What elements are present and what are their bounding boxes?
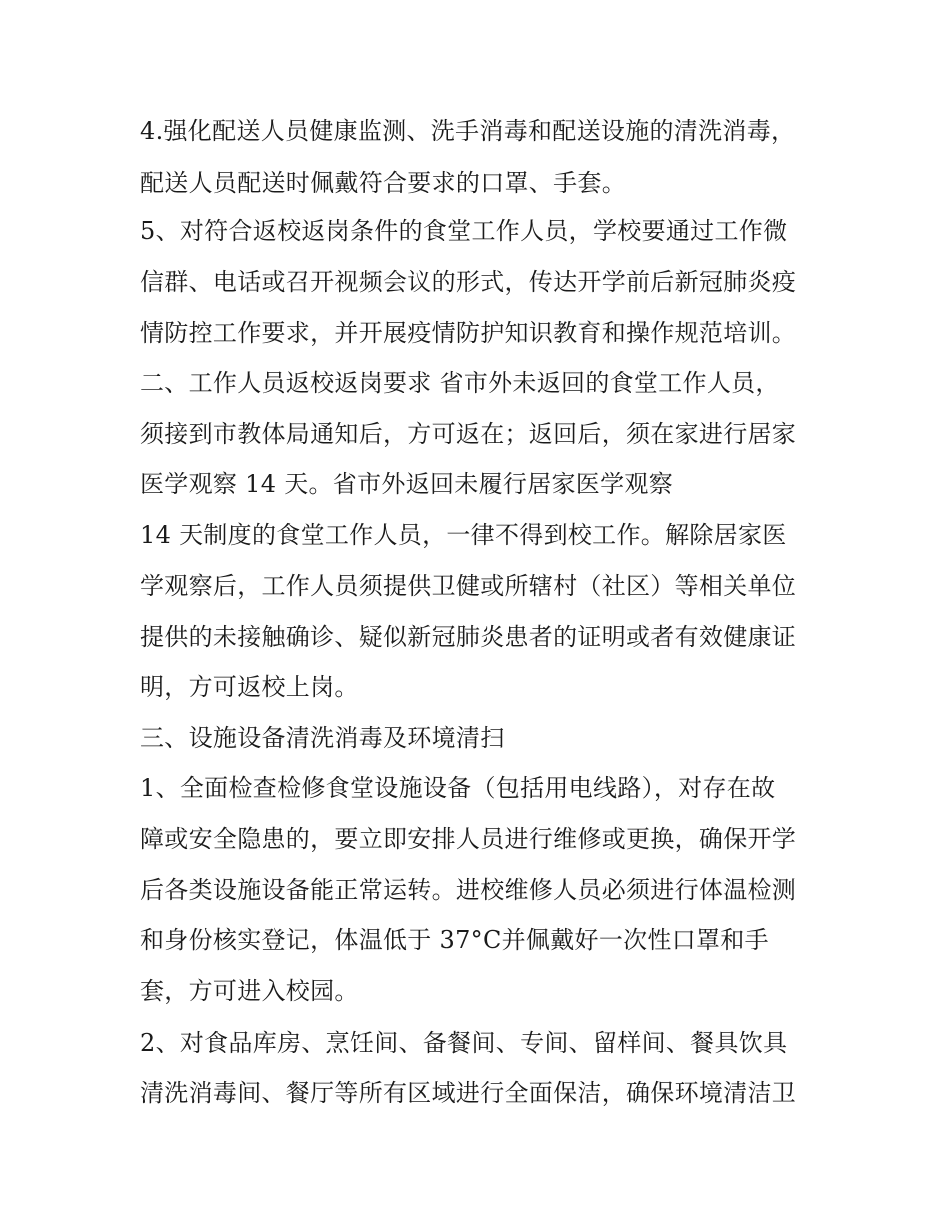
section-heading: 三、设施设备清洗消毒及环境清扫 — [140, 724, 505, 752]
text-line: 和身份核实登记，体温低于 37°C并佩戴好一次性口罩和手 — [140, 926, 769, 954]
text-line: 信群、电话或召开视频会议的形式，传达开学前后新冠肺炎疫 — [140, 268, 797, 296]
text-line: 障或安全隐患的，要立即安排人员进行维修或更换，确保开学 — [140, 825, 797, 853]
text-line: 明，方可返校上岗。 — [140, 673, 359, 701]
text-line: 配送人员配送时佩戴符合要求的口罩、手套。 — [140, 169, 626, 197]
text-line: 套，方可进入校园。 — [140, 977, 359, 1005]
text-line: 5、对符合返校返岗条件的食堂工作人员，学校要通过工作微 — [140, 217, 788, 245]
text-line: 1、全面检查检修食堂设施设备（包括用电线路），对存在故 — [140, 774, 776, 802]
text-line: 提供的未接触确诊、疑似新冠肺炎患者的证明或者有效健康证 — [140, 623, 797, 651]
text-line: 2、对食品库房、烹饪间、备餐间、专间、留样间、餐具饮具 — [140, 1029, 788, 1057]
text-line: 清洗消毒间、餐厅等所有区域进行全面保洁，确保环境清洁卫 — [140, 1079, 797, 1107]
text-line: 须接到市教体局通知后，方可返在；返回后，须在家进行居家 — [140, 420, 797, 448]
text-line: 二、工作人员返校返岗要求 省市外未返回的食堂工作人员， — [140, 369, 780, 397]
text-line: 医学观察 14 天。省市外返回未履行居家医学观察 — [140, 470, 673, 498]
text-line: 4.强化配送人员健康监测、洗手消毒和配送设施的清洗消毒， — [140, 117, 796, 145]
text-line: 后各类设施设备能正常运转。进校维修人员必须进行体温检测 — [140, 876, 797, 904]
text-line: 14 天制度的食堂工作人员，一律不得到校工作。解除居家医 — [140, 521, 787, 549]
text-line: 情防控工作要求，并开展疫情防护知识教育和操作规范培训。 — [140, 319, 797, 347]
text-line: 学观察后，工作人员须提供卫健或所辖村（社区）等相关单位 — [140, 572, 797, 600]
